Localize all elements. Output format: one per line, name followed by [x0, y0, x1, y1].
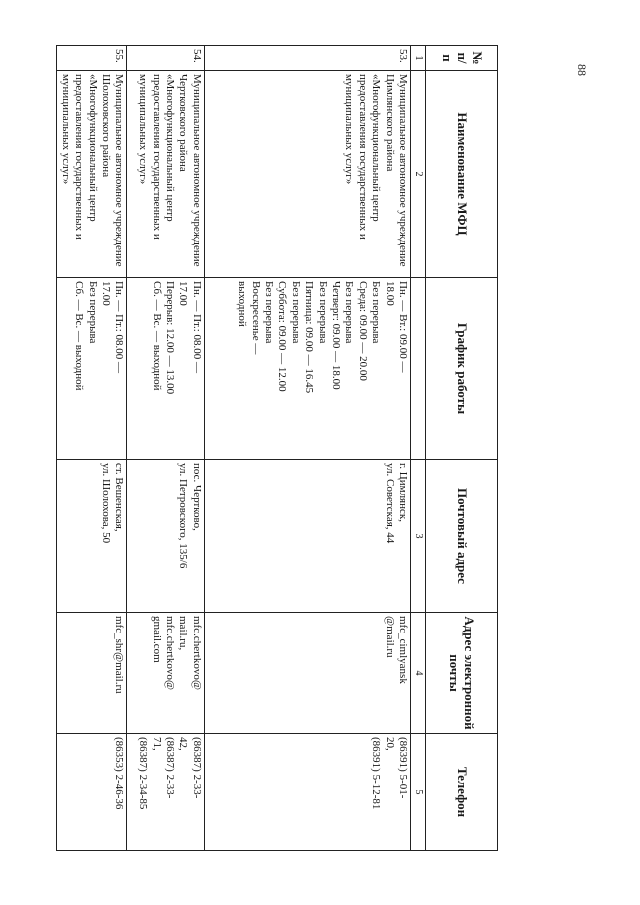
column-number: 5 [411, 734, 426, 851]
cell-line: (86391) 5-01- [397, 737, 409, 799]
column-number: 1 [411, 46, 426, 71]
cell-line: gmail.com [150, 616, 163, 663]
email-cell [204, 613, 410, 734]
schedule-cell [127, 278, 204, 460]
header-address: Почтовый адрес [426, 460, 498, 613]
cell-line: «Многофункциональный центр [370, 74, 383, 222]
cell-line: mfc_cimlyansk [397, 616, 409, 684]
cell-line: ул. Советская, 44 [383, 463, 396, 544]
cell-line: «Многофункциональный центр [86, 74, 99, 222]
cell-line: Чертковского района [177, 74, 190, 172]
cell-line: Без перерыва [343, 281, 356, 344]
cell-line: 17.00 [100, 281, 113, 306]
cell-line: муниципальных услуг» [137, 74, 150, 185]
cell-line: (86391) 5-12-81 [370, 737, 383, 810]
cell-line: предоставления государственных и [356, 74, 369, 240]
header-num: № п/п [426, 46, 498, 71]
cell-line: Без перерыва [86, 281, 99, 344]
column-number-row [411, 46, 426, 851]
schedule-cell [204, 278, 410, 460]
email-cell [127, 613, 204, 734]
postal-address-cell [127, 460, 204, 613]
cell-line: 17.00 [177, 281, 190, 306]
cell-line: 71, [150, 737, 163, 751]
cell-line: Среда: 09.00 — 20.00 [356, 281, 369, 381]
mfc-name-cell [204, 71, 410, 278]
cell-line: 20, [383, 737, 396, 751]
table-row [57, 46, 127, 851]
cell-line: Пятница: 09.00 — 16.45 [303, 281, 316, 394]
cell-line: mfc.chertkovo@ [164, 616, 177, 690]
postal-address-cell [204, 460, 410, 613]
cell-line: mfc_shr@mail.ru [113, 616, 126, 694]
mfc-name-cell [127, 71, 204, 278]
column-number [411, 278, 426, 460]
cell-line: г. Цимлянск, [397, 463, 409, 522]
column-number: 3 [411, 460, 426, 613]
table-row [127, 46, 204, 851]
cell-line: mail.ru, [177, 616, 190, 651]
cell-line: Пн. — Вт.: 09.00 — [397, 281, 409, 373]
mfc-table [56, 45, 498, 851]
header-row [426, 46, 498, 851]
cell-line: Перерыв: 12.00 — 13.00 [164, 281, 177, 395]
cell-line: Без перерыва [262, 281, 275, 344]
cell-line: 18.00 [383, 281, 396, 306]
header-phone: Телефон [426, 734, 498, 851]
column-number: 4 [411, 613, 426, 734]
cell-line: муниципальных услуг» [59, 74, 72, 185]
cell-line: предоставления государственных и [73, 74, 86, 240]
schedule-cell [57, 278, 127, 460]
cell-line: Без перерыва [316, 281, 329, 344]
cell-line: Без перерыва [289, 281, 302, 344]
cell-line: Муниципальное автономное учреждение [113, 74, 126, 267]
cell-line: mfc.chertkovo@ [190, 616, 203, 690]
cell-line: (86387) 2-33- [164, 737, 177, 799]
cell-line: ст. Вешенская, [113, 463, 126, 532]
phone-cell [204, 734, 410, 851]
column-number: 2 [411, 71, 426, 278]
cell-line: Цимлянского района [383, 74, 396, 172]
cell-line: Пн. — Пт.: 08.00 — [113, 281, 126, 374]
cell-line: пос. Чертково, [190, 463, 203, 531]
cell-line: Без перерыва [370, 281, 383, 344]
cell-line: Суббота: 09.00 — 12.00 [276, 281, 289, 392]
email-cell [57, 613, 127, 734]
cell-line: ул. Шолохова, 50 [100, 463, 113, 544]
table-row [204, 46, 410, 851]
rotated-table-container [56, 45, 498, 850]
header-schedule: График работы [426, 278, 498, 460]
cell-line: Муниципальное автономное учреждение [397, 74, 409, 267]
row-number-cell: 55. [57, 46, 127, 71]
cell-line: ул. Петровского, 135/6 [177, 463, 190, 569]
mfc-name-cell [57, 71, 127, 278]
phone-cell [127, 734, 204, 851]
cell-line: Сб. — Вс. — выходной [150, 281, 163, 391]
row-number-cell: 54. [127, 46, 204, 71]
row-number-cell: 53. [204, 46, 410, 71]
cell-line: (86353) 2-46-36 [113, 737, 126, 810]
cell-line: (86387) 2-34-85 [137, 737, 150, 810]
cell-line: Шолоховского района [100, 74, 113, 178]
page-number: 88 [575, 64, 589, 76]
cell-line: @mail.ru [383, 616, 396, 658]
cell-line: Четверг: 09.00 — 18.00 [329, 281, 342, 390]
cell-line: предоставления государственных и [150, 74, 163, 240]
header-name: Наименование МФЦ [426, 71, 498, 278]
cell-line: Сб. — Вс. — выходной [73, 281, 86, 391]
cell-line: выходной [236, 281, 249, 327]
postal-address-cell [57, 460, 127, 613]
cell-line: Воскресенье — [249, 281, 262, 355]
cell-line: Пн. — Пт.: 08.00 — [190, 281, 203, 374]
phone-cell [57, 734, 127, 851]
cell-line: 42, [177, 737, 190, 751]
cell-line: Муниципальное автономное учреждение [190, 74, 203, 267]
cell-line: «Многофункциональный центр [164, 74, 177, 222]
cell-line: (86387) 2-33- [190, 737, 203, 799]
cell-line: муниципальных услуг» [343, 74, 356, 185]
header-email: Адрес электронной почты [426, 613, 498, 734]
